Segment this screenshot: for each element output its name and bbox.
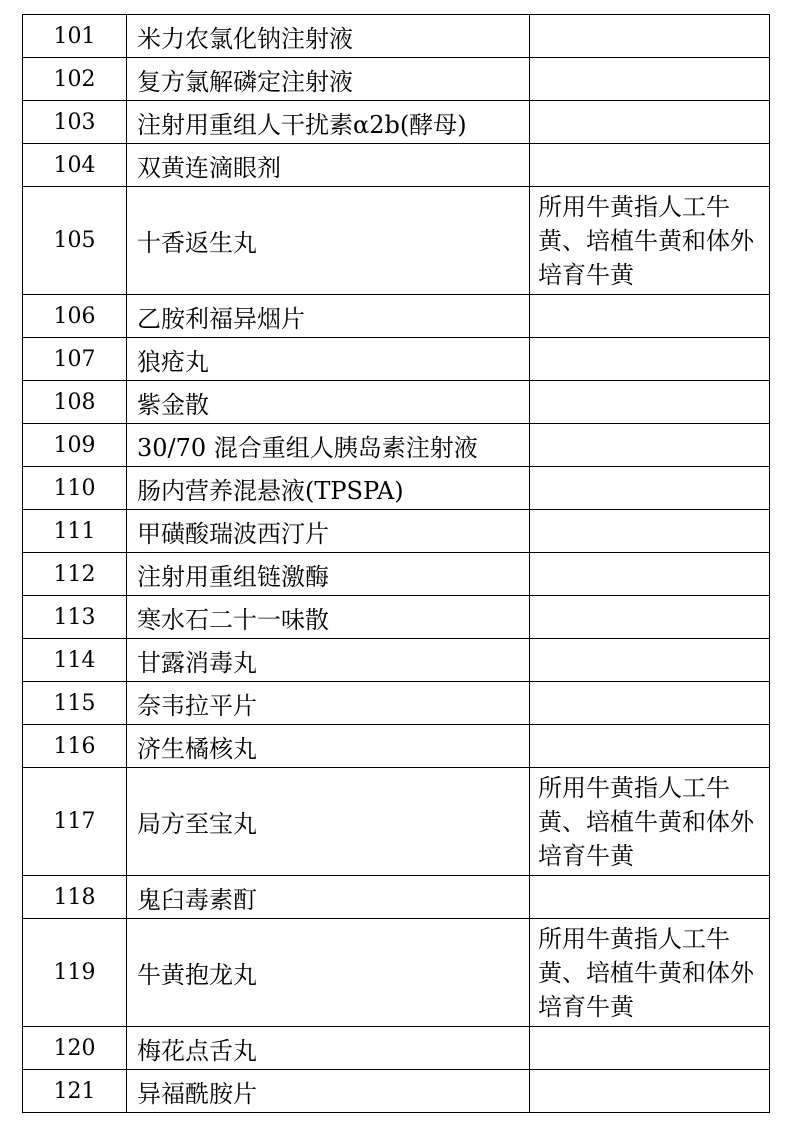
remark: 所用牛黄指人工牛黄、培植牛黄和体外培育牛黄 (530, 187, 770, 295)
remark (530, 639, 770, 682)
table-body (23, 15, 770, 1113)
row-number: 119 (23, 919, 127, 1027)
row-number: 107 (23, 338, 127, 381)
remark (530, 1027, 770, 1070)
row-number: 116 (23, 725, 127, 768)
row-number: 113 (23, 596, 127, 639)
table-row (23, 725, 770, 768)
remark (530, 467, 770, 510)
table-row (23, 187, 770, 295)
drug-name: 济生橘核丸 (127, 725, 530, 768)
drug-name: 紫金散 (127, 381, 530, 424)
remark (530, 58, 770, 101)
remark: 所用牛黄指人工牛黄、培植牛黄和体外培育牛黄 (530, 919, 770, 1027)
drug-name: 鬼臼毒素酊 (127, 876, 530, 919)
table-row (23, 639, 770, 682)
drug-name: 甘露消毒丸 (127, 639, 530, 682)
table-row (23, 682, 770, 725)
drug-name: 异福酰胺片 (127, 1070, 530, 1113)
row-number: 109 (23, 424, 127, 467)
drug-name: 寒水石二十一味散 (127, 596, 530, 639)
row-number: 108 (23, 381, 127, 424)
remark (530, 15, 770, 58)
table-row (23, 768, 770, 876)
table-row (23, 144, 770, 187)
table-row (23, 15, 770, 58)
table-row (23, 596, 770, 639)
remark (530, 553, 770, 596)
drug-name: 米力农氯化钠注射液 (127, 15, 530, 58)
remark (530, 101, 770, 144)
table-row (23, 424, 770, 467)
table-row (23, 876, 770, 919)
remark (530, 1070, 770, 1113)
drug-name: 狼疮丸 (127, 338, 530, 381)
drug-name: 注射用重组人干扰素α2b(酵母) (127, 101, 530, 144)
table-row (23, 338, 770, 381)
remark (530, 144, 770, 187)
row-number: 115 (23, 682, 127, 725)
row-number: 105 (23, 187, 127, 295)
drug-name: 甲磺酸瑞波西汀片 (127, 510, 530, 553)
drug-name: 梅花点舌丸 (127, 1027, 530, 1070)
row-number: 111 (23, 510, 127, 553)
table-row (23, 553, 770, 596)
table-row (23, 101, 770, 144)
row-number: 112 (23, 553, 127, 596)
drug-name: 30/70 混合重组人胰岛素注射液 (127, 424, 530, 467)
remark (530, 725, 770, 768)
table-row (23, 295, 770, 338)
drug-name: 乙胺利福异烟片 (127, 295, 530, 338)
drug-name: 注射用重组链激酶 (127, 553, 530, 596)
drug-name: 肠内营养混悬液(TPSPA) (127, 467, 530, 510)
row-number: 110 (23, 467, 127, 510)
remark (530, 510, 770, 553)
table-row (23, 510, 770, 553)
remark (530, 295, 770, 338)
row-number: 120 (23, 1027, 127, 1070)
row-number: 106 (23, 295, 127, 338)
remark (530, 876, 770, 919)
table-row (23, 381, 770, 424)
remark (530, 381, 770, 424)
drug-name: 复方氯解磷定注射液 (127, 58, 530, 101)
row-number: 114 (23, 639, 127, 682)
row-number: 104 (23, 144, 127, 187)
row-number: 121 (23, 1070, 127, 1113)
remark: 所用牛黄指人工牛黄、培植牛黄和体外培育牛黄 (530, 768, 770, 876)
remark (530, 338, 770, 381)
remark (530, 596, 770, 639)
row-number: 103 (23, 101, 127, 144)
drug-name: 牛黄抱龙丸 (127, 919, 530, 1027)
row-number: 101 (23, 15, 127, 58)
drug-name: 双黄连滴眼剂 (127, 144, 530, 187)
remark (530, 682, 770, 725)
row-number: 117 (23, 768, 127, 876)
drug-name: 十香返生丸 (127, 187, 530, 295)
row-number: 102 (23, 58, 127, 101)
row-number: 118 (23, 876, 127, 919)
drug-name: 局方至宝丸 (127, 768, 530, 876)
remark (530, 424, 770, 467)
table-row (23, 1027, 770, 1070)
table-row (23, 919, 770, 1027)
drug-name: 奈韦拉平片 (127, 682, 530, 725)
table-row (23, 467, 770, 510)
table-row (23, 1070, 770, 1113)
drug-list-table (22, 14, 770, 1113)
table-row (23, 58, 770, 101)
